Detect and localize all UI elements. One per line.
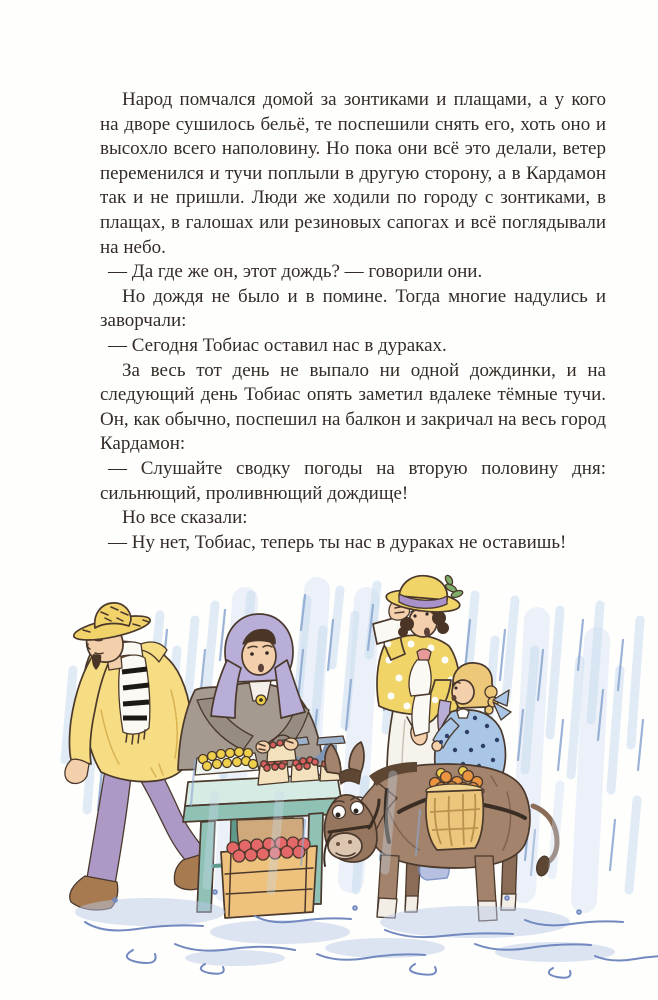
story-paragraph: Но все сказали: bbox=[122, 507, 248, 529]
hand bbox=[256, 741, 270, 753]
story-paragraph: Но дождя не было и в помине. Тогда многие надулись и заворчали: bbox=[100, 285, 606, 332]
story-paragraph: — Ну нет, Тобиас, теперь ты нас в дураках не оставишь! bbox=[108, 531, 567, 553]
story-paragraph: — Да где же он, этот дождь? — говорили они. bbox=[108, 261, 483, 283]
story-paragraph: — Слушайте сводку погоды на вторую половину дня: сильнющий, проливнющий дождище! bbox=[100, 457, 606, 504]
story-paragraph: За весь тот день не выпало ни одной дождинки, и на следующий день Тобиас опять заметил вдалеке тёмные тучи. Он, как обычно, поспешил на балкон и закричал на весь город Кардамон: bbox=[100, 359, 606, 455]
donkey-ear bbox=[325, 744, 341, 774]
hand bbox=[284, 738, 298, 750]
muzzle bbox=[328, 833, 362, 859]
story-text bbox=[100, 88, 606, 555]
story-paragraph: — Сегодня Тобиас оставил нас в дураках. bbox=[108, 334, 447, 356]
puddles bbox=[75, 890, 658, 978]
illustration-rainy-market bbox=[55, 552, 658, 988]
story-paragraph: Народ помчался домой за зонтиками и плащами, а у кого на дворе сушилось бельё, те поспешили снять его, хоть оно и высохло всего наполовину. Но пока они всё это делали, ветер переменился и тучи поплыли в другую сторону, а в Кардамон так и не пришли. Люди же ходили по городу с зонтиками, в плащах, в галошах или резиновых сапогах и всё поглядывали на небо. bbox=[100, 89, 606, 258]
orange-basket bbox=[426, 767, 484, 851]
